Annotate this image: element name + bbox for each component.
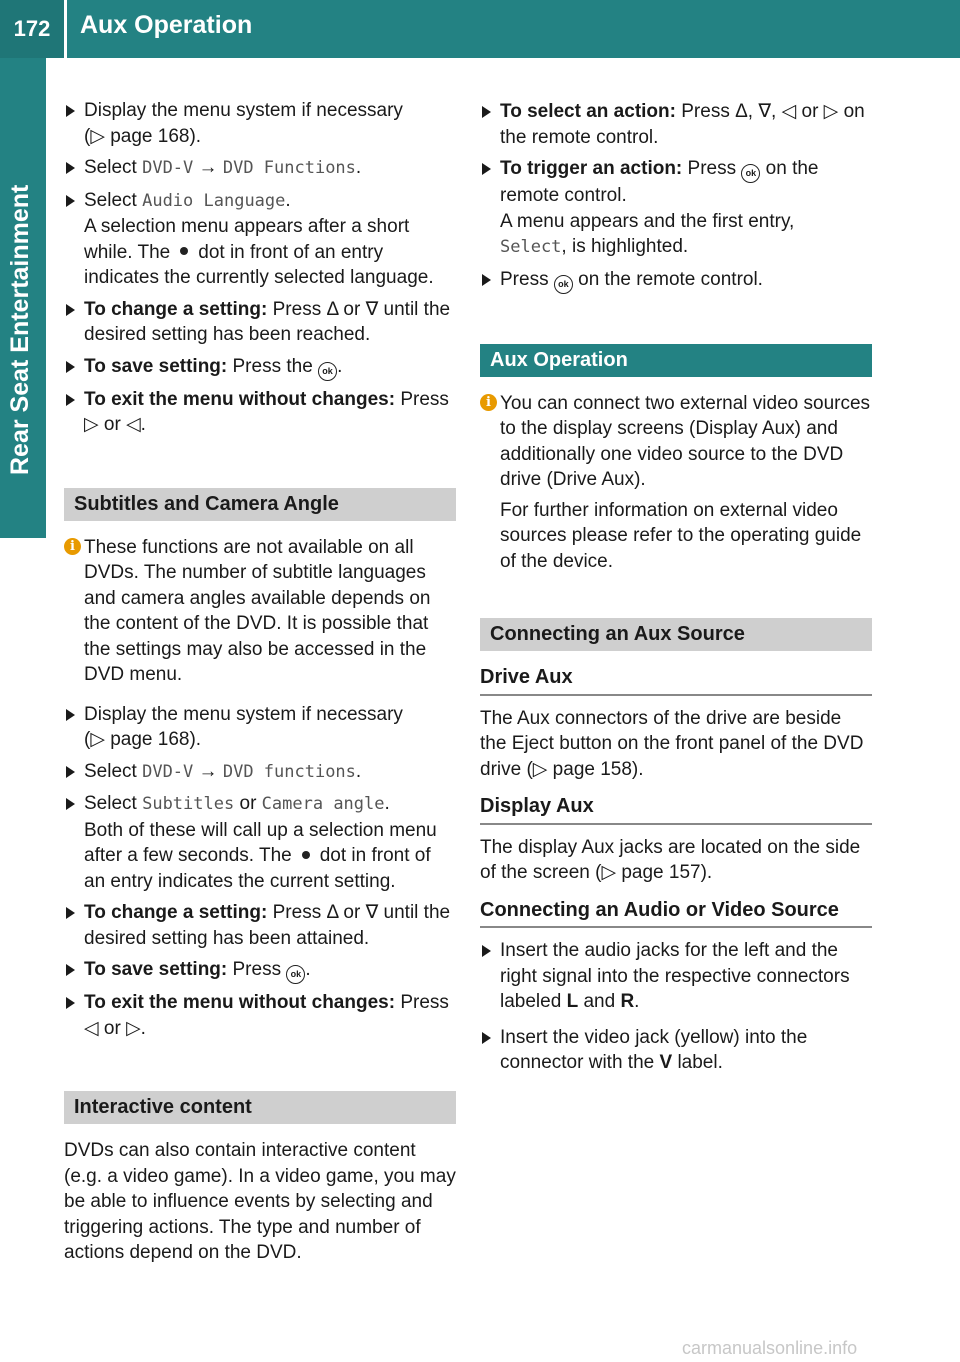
menu-item-code: DVD-V bbox=[142, 158, 194, 178]
page-header bbox=[0, 0, 960, 58]
selection-dot-icon bbox=[302, 851, 310, 859]
step-arrow-icon bbox=[66, 766, 75, 778]
step-item: Select Subtitles or Camera angle. Both of these will call up a selection menu after a few seconds. The dot in front of an entry indicates the current setting. bbox=[64, 791, 456, 894]
body-paragraph: DVDs can also contain interactive content (e.g. a video game). In a video game, you may be able to influence events by selecting and triggering actions. The type and number of actions depend on the DVD. bbox=[64, 1140, 456, 1263]
step-item: Press ok on the remote control. bbox=[480, 267, 872, 294]
info-icon: i bbox=[480, 394, 497, 411]
step-arrow-icon bbox=[482, 1032, 491, 1044]
step-item: Insert the audio jacks for the left and the right signal into the respective connectors labeled L and R. bbox=[480, 938, 872, 1015]
step-arrow-icon bbox=[66, 997, 75, 1009]
step-item: Display the menu system if necessary (▷ page 168). bbox=[64, 98, 456, 149]
page-number: 172 bbox=[0, 0, 64, 58]
section-heading: Interactive content bbox=[64, 1091, 456, 1124]
step-arrow-icon bbox=[66, 304, 75, 316]
ok-button-icon: ok bbox=[318, 362, 337, 381]
right-column bbox=[480, 99, 872, 1082]
left-column bbox=[64, 98, 456, 1278]
subsection-heading: Connecting an Audio or Video Source bbox=[480, 898, 872, 929]
ok-button-icon: ok bbox=[741, 164, 760, 183]
step-arrow-icon bbox=[66, 361, 75, 373]
section-heading: Connecting an Aux Source bbox=[480, 618, 872, 651]
chapter-title: Aux Operation bbox=[80, 11, 253, 39]
menu-item-code: DVD-V bbox=[142, 761, 194, 782]
body-paragraph: The Aux connectors of the drive are beside the Eject button on the front panel of the DVD drive (▷ page 158). bbox=[480, 707, 864, 780]
step-item: Select Audio Language. A selection menu appears after a short while. The dot in front of an entry indicates the currently selected language. bbox=[64, 188, 456, 291]
step-item: To save setting: Press the ok . bbox=[64, 354, 456, 381]
info-icon: i bbox=[64, 538, 81, 555]
info-note: i You can connect two external video sources to the display screens (Display Aux) and additionally one video source to the DVD drive (Drive Aux). For further information on external video sources please refer to the operating guide of the device. bbox=[480, 391, 872, 575]
watermark: carmanualsonline.info bbox=[682, 1338, 858, 1358]
step-item: To trigger an action: Press ok on the remote control. A menu appears and the first entry, Select, is highlighted. bbox=[480, 156, 872, 261]
selection-dot-icon bbox=[180, 247, 188, 255]
step-item: To change a setting: Press Δ or ∇ until the desired setting has been attained. bbox=[64, 900, 456, 951]
step-item: To change a setting: Press Δ or ∇ until the desired setting has been reached. bbox=[64, 297, 456, 348]
menu-item-code: Audio Language bbox=[142, 190, 286, 211]
step-item: Select DVD-V → DVD Functions. bbox=[64, 155, 456, 182]
section-heading: Aux Operation bbox=[480, 344, 872, 377]
step-arrow-icon bbox=[66, 964, 75, 976]
step-arrow-icon bbox=[66, 907, 75, 919]
section-heading: Subtitles and Camera Angle bbox=[64, 488, 456, 521]
step-arrow-icon bbox=[66, 394, 75, 406]
menu-item-code: Select bbox=[500, 237, 562, 257]
subsection-heading: Drive Aux bbox=[480, 665, 872, 696]
step-item: To select an action: Press Δ, ∇, ◁ or ▷ on the remote control. bbox=[480, 99, 872, 150]
step-item: To exit the menu without changes: Press ◁ or ▷. bbox=[64, 990, 456, 1041]
step-arrow-icon bbox=[66, 798, 75, 810]
step-arrow-icon bbox=[482, 945, 491, 957]
step-arrow-icon bbox=[66, 195, 75, 207]
step-arrow-icon bbox=[66, 105, 75, 117]
ok-button-icon: ok bbox=[554, 275, 573, 294]
section-tab-label: Rear Seat Entertainment bbox=[6, 184, 34, 475]
menu-item-code: Camera angle bbox=[261, 794, 385, 814]
menu-item-code: Subtitles bbox=[142, 794, 235, 814]
step-item: To save setting: Press ok . bbox=[64, 957, 456, 984]
step-arrow-icon bbox=[482, 106, 491, 118]
step-item: Display the menu system if necessary (▷ page 168). bbox=[64, 702, 456, 753]
step-item: To exit the menu without changes: Press ▷ or ◁. bbox=[64, 387, 456, 438]
step-arrow-icon bbox=[66, 709, 75, 721]
menu-item-code: DVD functions bbox=[222, 761, 356, 782]
step-arrow-icon bbox=[66, 162, 75, 174]
step-item: Select DVD-V → DVD functions. bbox=[64, 759, 456, 786]
header-divider bbox=[64, 0, 67, 58]
step-item: Insert the video jack (yellow) into the connector with the V label. bbox=[480, 1025, 872, 1076]
ok-button-icon: ok bbox=[286, 965, 305, 984]
info-note: i These functions are not available on all DVDs. The number of subtitle languages and camera angles available depends on the content of the DVD. It is possible that the settings may also be accessed in the DVD menu. bbox=[64, 535, 456, 688]
step-arrow-icon bbox=[482, 274, 491, 286]
body-paragraph: The display Aux jacks are located on the side of the screen (▷ page 157). bbox=[480, 836, 861, 883]
subsection-heading: Display Aux bbox=[480, 794, 872, 825]
step-arrow-icon bbox=[482, 163, 491, 175]
menu-item-code: DVD Functions bbox=[222, 158, 356, 178]
